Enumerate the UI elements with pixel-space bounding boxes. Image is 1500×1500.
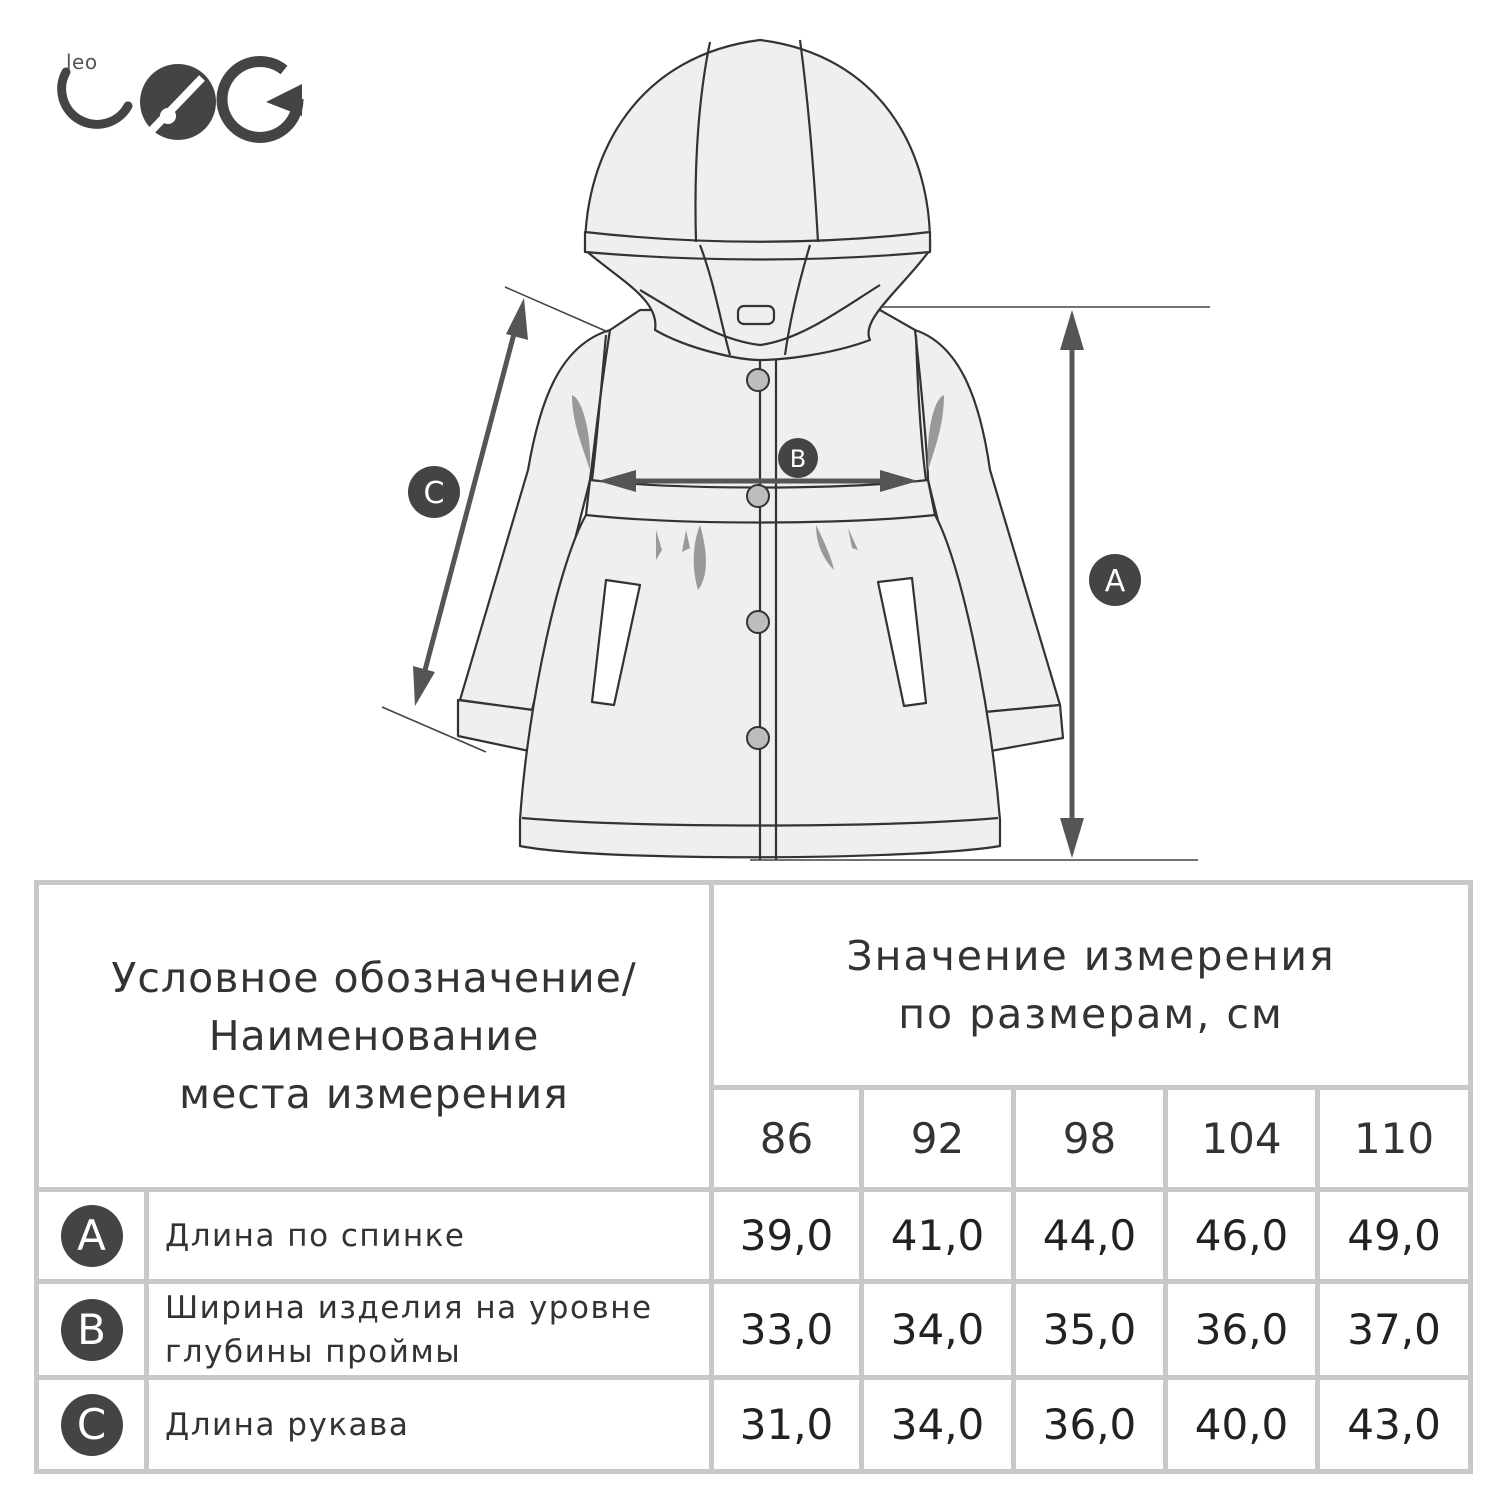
table-row-b bbox=[37, 1282, 1471, 1378]
badge-b-label: B bbox=[789, 445, 807, 473]
size-104: 104 bbox=[1166, 1088, 1318, 1190]
header-left-line1: Условное обозначение/ bbox=[111, 954, 637, 1002]
row-a-name: Длина по спинке bbox=[147, 1190, 712, 1282]
row-a-value-110: 49,0 bbox=[1318, 1190, 1471, 1282]
header-right-line2: по размерам, см bbox=[898, 990, 1284, 1038]
row-b-name-line2: глубины проймы bbox=[165, 1333, 462, 1370]
row-c-name: Длина рукава bbox=[147, 1378, 712, 1472]
row-b-letter-cell bbox=[37, 1282, 147, 1378]
row-c-value-86: 31,0 bbox=[712, 1378, 862, 1472]
row-c-value-92: 34,0 bbox=[862, 1378, 1014, 1472]
row-b-value-98: 35,0 bbox=[1014, 1282, 1166, 1378]
row-a-value-92: 41,0 bbox=[862, 1190, 1014, 1282]
row-a-value-98: 44,0 bbox=[1014, 1190, 1166, 1282]
badge-c-icon: C bbox=[61, 1394, 123, 1456]
table-row-c bbox=[37, 1378, 1471, 1472]
header-designation bbox=[37, 883, 712, 1190]
header-right-line1: Значение измерения bbox=[846, 932, 1336, 980]
button-4 bbox=[747, 727, 769, 749]
size-table bbox=[34, 880, 1473, 1474]
badge-a bbox=[1089, 554, 1141, 606]
size-86: 86 bbox=[712, 1088, 862, 1190]
badge-b bbox=[778, 438, 818, 478]
badge-a-label: A bbox=[1104, 564, 1126, 599]
row-b-value-104: 36,0 bbox=[1166, 1282, 1318, 1378]
button-1 bbox=[747, 369, 769, 391]
button-3 bbox=[747, 611, 769, 633]
row-b-name bbox=[147, 1282, 712, 1378]
row-c-value-98: 36,0 bbox=[1014, 1378, 1166, 1472]
size-92: 92 bbox=[862, 1088, 1014, 1190]
header-left-line3: места измерения bbox=[179, 1070, 569, 1118]
header-left-line2: Наименование bbox=[208, 1012, 540, 1060]
row-c-value-110: 43,0 bbox=[1318, 1378, 1471, 1472]
row-a-letter-cell bbox=[37, 1190, 147, 1282]
size-110: 110 bbox=[1318, 1088, 1471, 1190]
logo-text: leo bbox=[66, 50, 98, 74]
badge-c-label: C bbox=[423, 476, 445, 511]
button-2 bbox=[747, 485, 769, 507]
badge-a-icon: A bbox=[61, 1205, 123, 1267]
badge-c bbox=[408, 466, 460, 518]
table-row-a bbox=[37, 1190, 1471, 1282]
row-a-value-104: 46,0 bbox=[1166, 1190, 1318, 1282]
row-b-value-110: 37,0 bbox=[1318, 1282, 1471, 1378]
row-b-value-92: 34,0 bbox=[862, 1282, 1014, 1378]
row-c-letter-cell bbox=[37, 1378, 147, 1472]
row-a-value-86: 39,0 bbox=[712, 1190, 862, 1282]
row-b-value-86: 33,0 bbox=[712, 1282, 862, 1378]
row-b-name-line1: Ширина изделия на уровне bbox=[165, 1289, 653, 1326]
size-98: 98 bbox=[1014, 1088, 1166, 1190]
header-measurement bbox=[712, 883, 1471, 1088]
badge-b-icon: B bbox=[61, 1299, 123, 1361]
row-c-value-104: 40,0 bbox=[1166, 1378, 1318, 1472]
